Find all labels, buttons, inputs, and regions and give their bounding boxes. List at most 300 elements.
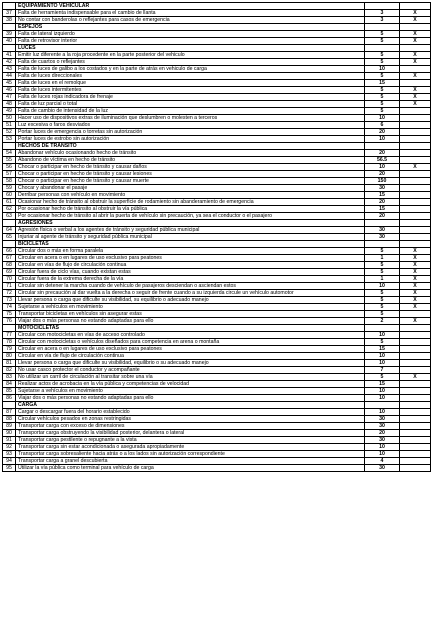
fine-amount: 30 <box>365 465 400 472</box>
section-header-row <box>3 241 431 248</box>
fine-amount: 10 <box>365 451 400 458</box>
fine-amount: 6 <box>365 122 400 129</box>
fine-row <box>3 108 431 115</box>
fine-description: Transportar carga obstruyendo la visibilidad posterior, delantera o lateral <box>16 430 365 437</box>
fine-row <box>3 171 431 178</box>
fine-row <box>3 458 431 465</box>
fine-amount: 10 <box>365 360 400 367</box>
fine-amount: 5 <box>365 87 400 94</box>
fine-description: Derribar personas con vehículo en movimiento <box>16 192 365 199</box>
fine-amount: 5 <box>365 108 400 115</box>
fine-number: 57 <box>3 171 16 178</box>
section-number-cell <box>3 220 16 227</box>
fine-description: Injuriar al agente de tránsito y seguridad pública municipal <box>16 234 365 241</box>
fine-description: Viajar dos o más personas no estando adaptadas para ello <box>16 395 365 402</box>
fine-row <box>3 87 431 94</box>
fine-mark <box>400 423 431 430</box>
section-amount-cell <box>365 325 400 332</box>
fine-description: Chocar o participar en hecho de tránsito y causar lesiones <box>16 171 365 178</box>
fine-description: Circular en vías de flujo de circulación continua <box>16 262 365 269</box>
section-mark-cell <box>400 45 431 52</box>
fine-description: Transportar carga sin estar acondicionada o asegurada apropiadamente <box>16 444 365 451</box>
fine-row <box>3 304 431 311</box>
fine-number: 78 <box>3 339 16 346</box>
fine-mark <box>400 409 431 416</box>
fine-amount: 5 <box>365 374 400 381</box>
fine-amount: 10 <box>365 353 400 360</box>
fine-row <box>3 157 431 164</box>
fine-amount: 20 <box>365 213 400 220</box>
fine-description: Circular en acera o en lugares de uso exclusivo para peatones <box>16 346 365 353</box>
fine-row <box>3 80 431 87</box>
fine-description: Por ocasionar hecho de tránsito al obstruir la vía pública <box>16 206 365 213</box>
fine-mark: X <box>400 374 431 381</box>
fine-description: Abandonar vehículo ocasionando hecho de tránsito <box>16 150 365 157</box>
fine-description: Falta de luces direccionales <box>16 73 365 80</box>
fine-description: Falta de cuartos o reflejantes <box>16 59 365 66</box>
fine-mark <box>400 227 431 234</box>
fine-mark <box>400 213 431 220</box>
fine-mark: X <box>400 87 431 94</box>
section-title: BICICLETAS <box>16 241 365 248</box>
fine-mark: X <box>400 318 431 325</box>
fine-row <box>3 451 431 458</box>
fine-mark: X <box>400 17 431 24</box>
fine-row <box>3 318 431 325</box>
fines-table-body <box>3 3 431 472</box>
fine-row <box>3 388 431 395</box>
fine-description: Circular sin precaución al dar vuelta a la derecha o seguir de frente cuando a su izquierda circule un vehículo automotor <box>16 290 365 297</box>
fine-row <box>3 73 431 80</box>
fine-mark <box>400 395 431 402</box>
fine-mark <box>400 80 431 87</box>
fine-number: 84 <box>3 381 16 388</box>
fine-description: Falta de cambio de intensidad de la luz <box>16 108 365 115</box>
fine-mark <box>400 367 431 374</box>
fine-amount: 5 <box>365 94 400 101</box>
fine-amount: 1 <box>365 276 400 283</box>
fine-number: 56 <box>3 164 16 171</box>
section-title: MOTOCICLETAS <box>16 325 365 332</box>
fine-row <box>3 395 431 402</box>
fine-amount: 5 <box>365 311 400 318</box>
fine-number: 54 <box>3 150 16 157</box>
fine-description: Falta de luces intermitentes <box>16 87 365 94</box>
fine-number: 72 <box>3 290 16 297</box>
fine-description: Por ocasionar hecho de tránsito al abrir la puerta de vehículo sin precaución, ya sea el conductor o el pasajero <box>16 213 365 220</box>
fine-row <box>3 353 431 360</box>
fine-mark: X <box>400 283 431 290</box>
fine-description: Llevar persona o carga que dificulte su visibilidad, equilibrio o su adecuado manejo <box>16 360 365 367</box>
fine-number: 77 <box>3 332 16 339</box>
fine-row <box>3 129 431 136</box>
fine-row <box>3 423 431 430</box>
fine-description: Transportar carga sobresaliente hacia atrás o a los lados sin autorización correspondiente <box>16 451 365 458</box>
fine-row <box>3 360 431 367</box>
fine-amount: 10 <box>365 332 400 339</box>
fine-mark <box>400 108 431 115</box>
fine-description: Transportar carga a granel descubierta <box>16 458 365 465</box>
fine-description: Falta de luz parcial o total <box>16 101 365 108</box>
fine-row <box>3 213 431 220</box>
fine-amount: 30 <box>365 437 400 444</box>
section-title: ESPEJOS <box>16 24 365 31</box>
section-mark-cell <box>400 220 431 227</box>
fine-mark: X <box>400 94 431 101</box>
fine-number: 61 <box>3 199 16 206</box>
fine-description: Viajar dos o más personas no estando adaptadas para ello <box>16 318 365 325</box>
fine-number: 69 <box>3 269 16 276</box>
fine-amount: 10 <box>365 409 400 416</box>
fine-mark: X <box>400 59 431 66</box>
fine-description: Falta de herramienta indispensable para el cambio de llanta <box>16 10 365 17</box>
fine-mark <box>400 178 431 185</box>
fine-description: No usar casco protector el conductor y acompañante <box>16 367 365 374</box>
fine-number: 65 <box>3 234 16 241</box>
fine-number: 40 <box>3 38 16 45</box>
section-number-cell <box>3 45 16 52</box>
fine-amount: 30 <box>365 234 400 241</box>
fine-mark <box>400 185 431 192</box>
fine-number: 85 <box>3 388 16 395</box>
fine-description: Falta de luces rojas indicadora de frenaje <box>16 94 365 101</box>
fine-number: 73 <box>3 297 16 304</box>
fine-row <box>3 94 431 101</box>
fine-number: 58 <box>3 178 16 185</box>
fine-amount: 30 <box>365 416 400 423</box>
fine-description: Portar luces de emergencia o torretas sin autorización <box>16 129 365 136</box>
fine-number: 82 <box>3 367 16 374</box>
fine-mark <box>400 199 431 206</box>
fine-mark <box>400 115 431 122</box>
fine-mark: X <box>400 248 431 255</box>
section-amount-cell <box>365 24 400 31</box>
fine-row <box>3 409 431 416</box>
fine-description: Cargar o descargar fuera del horario establecido <box>16 409 365 416</box>
fine-mark <box>400 430 431 437</box>
fine-number: 75 <box>3 311 16 318</box>
fine-row <box>3 234 431 241</box>
fine-amount: 20 <box>365 430 400 437</box>
fine-number: 90 <box>3 430 16 437</box>
fine-amount: 5 <box>365 73 400 80</box>
fine-mark <box>400 458 431 465</box>
fine-row <box>3 150 431 157</box>
fine-description: Falta de luces en el remolque <box>16 80 365 87</box>
fine-description: Hacer uso de dispositivos extras de iluminación que deslumbren o molesten a terceros <box>16 115 365 122</box>
section-header-row <box>3 45 431 52</box>
section-number-cell <box>3 143 16 150</box>
section-header-row <box>3 143 431 150</box>
fine-row <box>3 59 431 66</box>
fine-number: 52 <box>3 129 16 136</box>
fine-description: No utilizar un carril de circulación al transitar sobre una vía <box>16 374 365 381</box>
fine-amount: 15 <box>365 192 400 199</box>
fine-row <box>3 346 431 353</box>
fine-row <box>3 10 431 17</box>
fine-row <box>3 297 431 304</box>
fine-row <box>3 367 431 374</box>
fine-description: Utilizar la vía pública como terminal para vehículo de carga <box>16 465 365 472</box>
fine-number: 59 <box>3 185 16 192</box>
fine-amount: 3 <box>365 17 400 24</box>
fine-row <box>3 206 431 213</box>
fine-row <box>3 185 431 192</box>
fine-mark <box>400 192 431 199</box>
fine-number: 51 <box>3 122 16 129</box>
fine-number: 91 <box>3 437 16 444</box>
fine-description: Circular sin detener la marcha cuando de vehículo de pasajeros desciendan o asciendan estos <box>16 283 365 290</box>
fine-amount: 10 <box>365 66 400 73</box>
section-title: LUCES <box>16 45 365 52</box>
fine-number: 79 <box>3 346 16 353</box>
section-title: AGRESIONES <box>16 220 365 227</box>
fine-description: Portar luces de estrobo sin autorización <box>16 136 365 143</box>
fine-row <box>3 283 431 290</box>
fine-mark: X <box>400 262 431 269</box>
section-amount-cell <box>365 3 400 10</box>
fine-description: Circular fuera de ciclo vías, cuando existan estas <box>16 269 365 276</box>
fine-row <box>3 115 431 122</box>
fine-mark: X <box>400 164 431 171</box>
section-mark-cell <box>400 143 431 150</box>
fine-description: Agresión física o verbal a los agentes de tránsito y seguridad pública municipal <box>16 227 365 234</box>
fine-number: 94 <box>3 458 16 465</box>
fine-mark <box>400 437 431 444</box>
section-header-row <box>3 24 431 31</box>
section-mark-cell <box>400 3 431 10</box>
fine-mark <box>400 206 431 213</box>
fine-amount: 5 <box>365 52 400 59</box>
fine-row <box>3 248 431 255</box>
fine-description: Chocar y abandonar el pasaje <box>16 185 365 192</box>
fine-mark <box>400 129 431 136</box>
section-header-row <box>3 220 431 227</box>
fine-amount: 10 <box>365 388 400 395</box>
fine-description: Abandono de víctima en hecho de tránsito <box>16 157 365 164</box>
fine-mark <box>400 388 431 395</box>
fine-number: 83 <box>3 374 16 381</box>
fine-description: Emitir luz diferente a la roja procedente en la parte posterior del vehiculo <box>16 52 365 59</box>
section-amount-cell <box>365 45 400 52</box>
section-title: CARGA <box>16 402 365 409</box>
fine-row <box>3 122 431 129</box>
fine-row <box>3 52 431 59</box>
fine-amount: 20 <box>365 199 400 206</box>
fine-number: 49 <box>3 108 16 115</box>
fine-row <box>3 269 431 276</box>
fine-amount: 5 <box>365 304 400 311</box>
section-number-cell <box>3 402 16 409</box>
fine-amount: 10 <box>365 115 400 122</box>
section-header-row <box>3 402 431 409</box>
fine-row <box>3 381 431 388</box>
fine-description: Sujetarse a vehículos en movimiento <box>16 388 365 395</box>
fine-description: Chocar o participar en hecho de tránsito y causar muerte <box>16 178 365 185</box>
fine-amount: 3 <box>365 10 400 17</box>
fine-row <box>3 262 431 269</box>
section-amount-cell <box>365 220 400 227</box>
section-mark-cell <box>400 325 431 332</box>
section-mark-cell <box>400 24 431 31</box>
fine-mark <box>400 451 431 458</box>
fine-mark <box>400 465 431 472</box>
fine-mark: X <box>400 290 431 297</box>
fine-row <box>3 66 431 73</box>
fine-number: 67 <box>3 255 16 262</box>
fine-number: 48 <box>3 101 16 108</box>
fine-number: 60 <box>3 192 16 199</box>
fine-number: 71 <box>3 283 16 290</box>
fine-mark <box>400 234 431 241</box>
fine-amount: 10 <box>365 283 400 290</box>
fine-mark <box>400 66 431 73</box>
fine-row <box>3 38 431 45</box>
fine-amount: 30 <box>365 423 400 430</box>
fine-mark <box>400 381 431 388</box>
fine-row <box>3 332 431 339</box>
fine-number: 95 <box>3 465 16 472</box>
fine-row <box>3 290 431 297</box>
fine-number: 47 <box>3 94 16 101</box>
fine-amount: 10 <box>365 136 400 143</box>
fine-amount: 20 <box>365 129 400 136</box>
fine-row <box>3 430 431 437</box>
fine-description: Transportar carga con exceso de dimensiones <box>16 423 365 430</box>
fine-row <box>3 178 431 185</box>
fine-amount: 5 <box>365 248 400 255</box>
section-amount-cell <box>365 143 400 150</box>
fine-row <box>3 17 431 24</box>
fine-mark <box>400 122 431 129</box>
fine-mark: X <box>400 101 431 108</box>
section-mark-cell <box>400 241 431 248</box>
section-header-row <box>3 325 431 332</box>
fine-mark <box>400 171 431 178</box>
fine-mark: X <box>400 255 431 262</box>
fine-description: Falta de luces de galibo a los costados y en la parte de atrás en vehiculo de carga <box>16 66 365 73</box>
fine-description: Circular vehículos pesados en zonas restringidas <box>16 416 365 423</box>
fine-mark: X <box>400 10 431 17</box>
fine-number: 53 <box>3 136 16 143</box>
section-amount-cell <box>365 402 400 409</box>
fines-table-sheet <box>2 2 430 472</box>
fine-amount: 20 <box>365 171 400 178</box>
fine-number: 41 <box>3 52 16 59</box>
section-number-cell <box>3 24 16 31</box>
fine-amount: 1 <box>365 255 400 262</box>
fine-number: 63 <box>3 213 16 220</box>
fine-amount: 10 <box>365 444 400 451</box>
fine-mark <box>400 416 431 423</box>
fine-number: 38 <box>3 17 16 24</box>
fine-mark: X <box>400 31 431 38</box>
section-number-cell <box>3 325 16 332</box>
fine-number: 46 <box>3 87 16 94</box>
fine-number: 89 <box>3 423 16 430</box>
fine-amount: 4 <box>365 458 400 465</box>
fine-number: 88 <box>3 416 16 423</box>
fine-number: 70 <box>3 276 16 283</box>
fine-description: Circular con motocicletas o vehículos diseñados para competencia en arena o montaña <box>16 339 365 346</box>
fine-number: 74 <box>3 304 16 311</box>
fine-description: Falta de lateral izquierdo <box>16 31 365 38</box>
fine-amount: 5 <box>365 101 400 108</box>
fine-number: 80 <box>3 353 16 360</box>
fine-mark <box>400 353 431 360</box>
fine-amount: 15 <box>365 80 400 87</box>
fine-number: 50 <box>3 115 16 122</box>
fine-row <box>3 276 431 283</box>
fine-amount: 15 <box>365 381 400 388</box>
fine-amount: 10 <box>365 395 400 402</box>
fine-mark <box>400 332 431 339</box>
fine-amount: 30 <box>365 185 400 192</box>
fine-number: 43 <box>3 66 16 73</box>
fine-mark: X <box>400 38 431 45</box>
fine-row <box>3 444 431 451</box>
fine-amount: 5 <box>365 339 400 346</box>
fine-amount: 5 <box>365 290 400 297</box>
fine-mark: X <box>400 297 431 304</box>
fine-row <box>3 255 431 262</box>
fine-row <box>3 227 431 234</box>
fine-description: Sujetarse a vehículos en movimiento <box>16 304 365 311</box>
fines-table <box>2 2 431 472</box>
fine-description: Chocar o participar en hecho de tránsito y causar daños <box>16 164 365 171</box>
fine-amount: 5 <box>365 262 400 269</box>
fine-number: 87 <box>3 409 16 416</box>
fine-row <box>3 101 431 108</box>
section-mark-cell <box>400 402 431 409</box>
fine-description: Ocasionar hecho de tránsito al obstruir la superficie de rodamiento sin abanderamiento de emergencia <box>16 199 365 206</box>
fine-number: 62 <box>3 206 16 213</box>
fine-amount: 5 <box>365 59 400 66</box>
fine-row <box>3 192 431 199</box>
fine-number: 44 <box>3 73 16 80</box>
fine-description: Circular fuera de la extrema derecha de la vía <box>16 276 365 283</box>
fine-row <box>3 31 431 38</box>
fine-number: 42 <box>3 59 16 66</box>
fine-description: No contar con banderolas o reflejantes para casos de emergencia <box>16 17 365 24</box>
fine-amount: 30 <box>365 227 400 234</box>
fine-description: Transportar carga pestilente o repugnante a la vista <box>16 437 365 444</box>
fine-description: Transportar bicicletas en vehículos sin asegurar estas <box>16 311 365 318</box>
section-number-cell <box>3 3 16 10</box>
fine-amount: 5 <box>365 297 400 304</box>
fine-amount: 150 <box>365 178 400 185</box>
fine-row <box>3 437 431 444</box>
fine-amount: 5 <box>365 269 400 276</box>
section-header-row <box>3 3 431 10</box>
fine-mark <box>400 311 431 318</box>
fine-number: 76 <box>3 318 16 325</box>
fine-amount: 15 <box>365 346 400 353</box>
fine-amount: 5 <box>365 38 400 45</box>
fine-mark: X <box>400 269 431 276</box>
fine-number: 81 <box>3 360 16 367</box>
fine-number: 66 <box>3 248 16 255</box>
fine-mark <box>400 346 431 353</box>
fine-mark <box>400 444 431 451</box>
fine-mark <box>400 136 431 143</box>
fine-number: 37 <box>3 10 16 17</box>
fine-row <box>3 136 431 143</box>
fine-amount: 7 <box>365 367 400 374</box>
fine-number: 92 <box>3 444 16 451</box>
fine-mark: X <box>400 276 431 283</box>
fine-mark: X <box>400 304 431 311</box>
